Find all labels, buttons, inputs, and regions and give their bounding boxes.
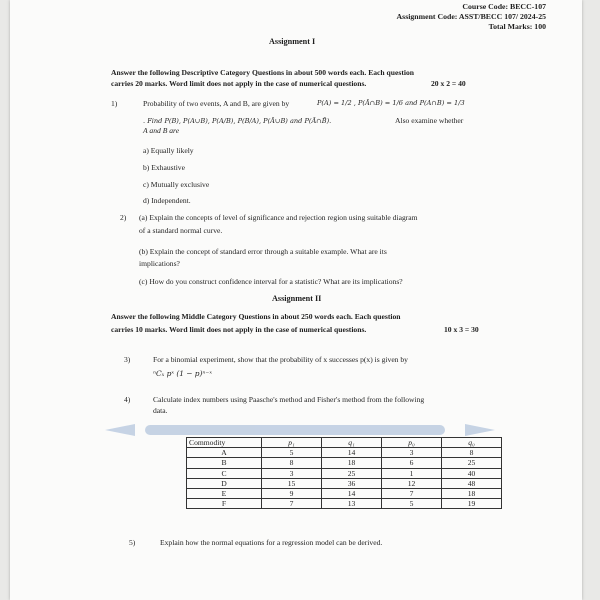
part1-instructions-line2: carries 20 marks. Word limit does not apply in the case of numerical questions. <box>111 79 367 88</box>
table-cell: E <box>187 488 262 498</box>
question-1-option-d: d) Independent. <box>143 196 191 205</box>
question-2c-line: (c) How do you construct confidence interval for a statistic? What are its implications? <box>139 277 403 286</box>
table-cell: 15 <box>262 478 322 488</box>
question-4-line2: data. <box>153 406 168 415</box>
question-4-number: 4) <box>124 395 131 404</box>
table-cell: A <box>187 448 262 458</box>
table-cell: 18 <box>442 488 502 498</box>
question-3-line1: For a binomial experiment, show that the probability of x successes p(x) is given by <box>153 355 408 364</box>
table-row <box>187 448 502 458</box>
question-3-formula: ⁿCₓ pˣ (1 − p)ⁿ⁻ˣ <box>153 369 212 378</box>
question-2b-line2: implications? <box>139 259 180 268</box>
table-cell: 6 <box>382 458 442 468</box>
table-header-row <box>187 438 502 448</box>
question-1-text-line1: Probability of two events, A and B, are given by <box>143 99 290 108</box>
table-row <box>187 478 502 488</box>
table-cell: 9 <box>262 488 322 498</box>
table-cell: 5 <box>262 448 322 458</box>
part2-instructions-line1: Answer the following Middle Category Questions in about 250 words each. Each question <box>111 312 401 321</box>
question-1-option-b: b) Exhaustive <box>143 163 185 172</box>
table-cell: 5 <box>382 499 442 509</box>
question-1-text-line3: A and B are <box>143 126 180 135</box>
question-1-option-c: c) Mutually exclusive <box>143 180 210 189</box>
table-cell: 48 <box>442 478 502 488</box>
table-cell: 40 <box>442 468 502 478</box>
table-cell: 7 <box>262 499 322 509</box>
question-1-number: 1) <box>111 99 118 108</box>
assignment-page <box>10 0 582 600</box>
total-marks: Total Marks: 100 <box>488 22 546 31</box>
question-2a-line2: of a standard normal curve. <box>139 226 223 235</box>
table-cell: 8 <box>262 458 322 468</box>
table-cell: D <box>187 478 262 488</box>
question-1-formula-1: P(A) = 1/2 , P(Ā∩B) = 1/6 and P(A∩B) = 1/3 <box>317 99 465 107</box>
table-header-q0: q₀ <box>442 438 502 448</box>
table-header-commodity: Commodity <box>187 438 262 448</box>
table-cell: 7 <box>382 488 442 498</box>
table-header-p0: p₀ <box>382 438 442 448</box>
question-2-number: 2) <box>120 213 127 222</box>
table-cell: 36 <box>322 478 382 488</box>
index-data-table <box>186 437 502 509</box>
assignment-code: Assignment Code: ASST/BECC 107/ 2024-25 <box>396 12 546 21</box>
part2-instructions-line2: carries 10 marks. Word limit does not apply in the case of numerical questions. <box>111 325 367 334</box>
assignment-1-title: Assignment I <box>269 37 316 46</box>
table-row <box>187 488 502 498</box>
question-1-formula-2: . Find P(B), P(A∪B), P(A/B), P(B/A), P(Ā∪B) and P(Ā∩B̄). <box>143 117 332 125</box>
table-row <box>187 468 502 478</box>
part2-marks: 10 x 3 = 30 <box>444 325 479 334</box>
table-cell: F <box>187 499 262 509</box>
question-4-line1: Calculate index numbers using Paasche's method and Fisher's method from the following <box>153 395 425 404</box>
table-cell: B <box>187 458 262 468</box>
table-cell: 18 <box>322 458 382 468</box>
table-cell: 25 <box>442 458 502 468</box>
table-header-q1: q₁ <box>322 438 382 448</box>
question-5-line1: Explain how the normal equations for a regression model can be derived. <box>160 538 383 547</box>
table-cell: 8 <box>442 448 502 458</box>
watermark-bar <box>145 425 445 435</box>
assignment-2-title: Assignment II <box>272 294 322 303</box>
watermark-arrow-left <box>105 424 135 436</box>
part1-marks: 20 x 2 = 40 <box>431 79 466 88</box>
table-cell: 14 <box>322 488 382 498</box>
watermark-arrow-right <box>465 424 495 436</box>
question-2a-line1: (a) Explain the concepts of level of significance and rejection region using suitable diagram <box>139 213 418 222</box>
question-3-number: 3) <box>124 355 131 364</box>
table-cell: 25 <box>322 468 382 478</box>
table-cell: 3 <box>382 448 442 458</box>
table-cell: 12 <box>382 478 442 488</box>
table-cell: 3 <box>262 468 322 478</box>
question-2b-line1: (b) Explain the concept of standard error through a suitable example. What are its <box>139 247 387 256</box>
question-1-option-a: a) Equally likely <box>143 146 194 155</box>
question-5-number: 5) <box>129 538 136 547</box>
table-cell: 1 <box>382 468 442 478</box>
table-row <box>187 499 502 509</box>
table-row <box>187 458 502 468</box>
part1-instructions-line1: Answer the following Descriptive Category Questions in about 500 words each. Each question <box>111 68 414 77</box>
table-cell: 19 <box>442 499 502 509</box>
table-cell: 14 <box>322 448 382 458</box>
table-cell: 13 <box>322 499 382 509</box>
course-code: Course Code: BECC-107 <box>462 2 546 11</box>
table-cell: C <box>187 468 262 478</box>
question-1-text-line2: Also examine whether <box>395 116 464 125</box>
table-header-p1: p₁ <box>262 438 322 448</box>
